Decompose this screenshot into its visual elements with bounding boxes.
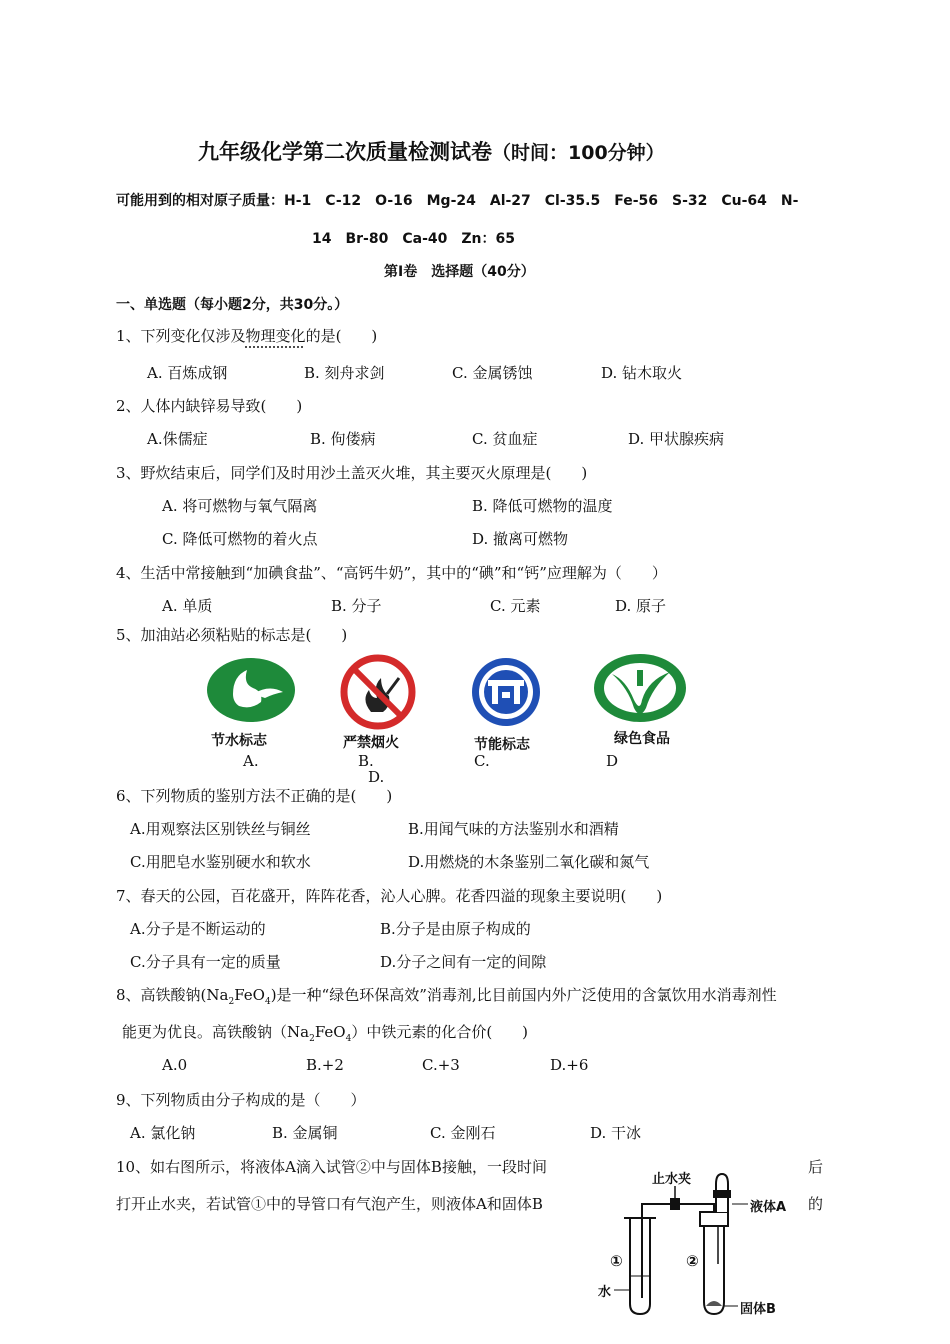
question-5-stem: 5、加油站必须粘贴的标志是( ): [116, 626, 348, 644]
q8-l1-sub2: 2: [228, 997, 235, 1007]
q5-label-d-stray: D.: [368, 768, 385, 786]
question-2-stem: 2、人体内缺锌易导致( ): [116, 397, 303, 415]
q2-option-a: A.侏儒症: [147, 430, 208, 448]
tube-1-label: ①: [610, 1252, 623, 1270]
q8-l2-post: ）中铁元素的化合价( ): [351, 1023, 529, 1041]
q8-l2-pre: 能更为优良。高铁酸钠（Na: [122, 1023, 310, 1041]
q9-option-d: D. 干冰: [590, 1124, 642, 1142]
q7-option-b: B.分子是由原子构成的: [380, 920, 531, 938]
section-heading: 一、单选题（每小题2分，共30分。）: [116, 297, 349, 313]
water-saving-sign: [203, 654, 299, 749]
experiment-apparatus: [594, 1168, 804, 1318]
energy-saving-icon: [458, 654, 554, 732]
question-4-stem: 4、生活中常接触到“加碘食盐”、“高钙牛奶”，其中的“碘”和“钙”应理解为（ ）: [116, 564, 667, 582]
q8-l2-sub2: 2: [309, 1034, 315, 1044]
test-tube-diagram: [594, 1168, 804, 1318]
q5-label-a: A.: [243, 752, 259, 770]
q8-option-d: D.+6: [550, 1056, 589, 1074]
question-8-line-1: [116, 984, 777, 1007]
liquid-a-label: 液体A: [750, 1200, 787, 1215]
q9-option-a: A. 氯化钠: [130, 1124, 196, 1142]
question-7-stem: 7、春天的公园，百花盛开，阵阵花香，沁人心脾。花香四溢的现象主要说明( ): [116, 887, 663, 905]
question-10-line-2: 打开止水夹，若试管①中的导管口有气泡产生，则液体A和固体B: [116, 1195, 543, 1213]
q8-l2-sub4: 4: [345, 1034, 352, 1044]
q4-option-b: B. 分子: [331, 597, 382, 615]
question-6-stem: 6、下列物质的鉴别方法不正确的是( ): [116, 787, 393, 805]
question-9-stem: 9、下列物质由分子构成的是（ ）: [116, 1091, 366, 1109]
q8-option-a: A.0: [162, 1056, 188, 1074]
q3-option-c: C. 降低可燃物的着火点: [162, 530, 318, 548]
q9-option-b: B. 金属铜: [272, 1124, 338, 1142]
q9-option-c: C. 金刚石: [430, 1124, 496, 1142]
q4-option-d: D. 原子: [615, 597, 667, 615]
volume-heading: 第Ⅰ卷 选择题（40分）: [384, 264, 535, 280]
q3-option-a: A. 将可燃物与氧气隔离: [162, 497, 318, 515]
question-10-line-2-tail: 的: [808, 1195, 824, 1213]
q7-option-d: D.分子之间有一定的间隙: [380, 953, 547, 971]
q8-l1-pre: 8、高铁酸钠(Na: [116, 986, 229, 1004]
q1-option-d: D. 钻木取火: [601, 364, 683, 382]
q8-option-b: B.+2: [306, 1056, 344, 1074]
no-fire-icon: [333, 654, 423, 732]
q8-option-c: C.+3: [422, 1056, 460, 1074]
q6-option-c: C.用肥皂水鉴别硬水和软水: [130, 853, 311, 871]
q2-option-d: D. 甲状腺疾病: [628, 430, 725, 448]
question-3-stem: 3、野炊结束后，同学们及时用沙土盖灭火堆，其主要灭火原理是( ): [116, 464, 588, 482]
q1-post: 的是( ): [305, 327, 378, 345]
q5-label-c: C.: [474, 752, 490, 770]
energy-saving-sign: [458, 654, 554, 753]
clamp-label: 止水夹: [652, 1172, 692, 1187]
atomic-mass-line-2: 14 Br-80 Ca-40 Zn：65: [312, 231, 515, 247]
green-food-sign: [590, 650, 690, 747]
question-10-line-1: 10、如右图所示，将液体A滴入试管②中与固体B接触，一段时间: [116, 1158, 547, 1176]
page-title: [198, 136, 665, 166]
q1-option-c: C. 金属锈蚀: [452, 364, 533, 382]
question-8-line-2: [122, 1021, 528, 1044]
exam-title: 九年级化学第二次质量检测试卷: [198, 140, 492, 164]
q6-option-d: D.用燃烧的木条鉴别二氧化碳和氮气: [408, 853, 650, 871]
solid-b-label: 固体B: [740, 1302, 776, 1317]
q7-option-a: A.分子是不断运动的: [130, 920, 266, 938]
water-drop-icon: [203, 654, 299, 726]
q6-option-a: A.用观察法区别铁丝与铜丝: [130, 820, 311, 838]
sign-a-caption: 节水标志: [211, 733, 267, 749]
q7-option-c: C.分子具有一定的质量: [130, 953, 281, 971]
sign-b-caption: 严禁烟火: [343, 735, 399, 751]
question-10-line-1-tail: 后: [808, 1158, 824, 1176]
tube-2-label: ②: [686, 1252, 699, 1270]
green-food-icon: [590, 650, 690, 728]
q2-option-c: C. 贫血症: [472, 430, 538, 448]
q6-option-b: B.用闻气味的方法鉴别水和酒精: [408, 820, 619, 838]
q5-label-b: B.: [358, 752, 374, 770]
q1-option-a: A. 百炼成钢: [147, 364, 228, 382]
q8-l1-sub4: 4: [264, 997, 271, 1007]
no-fire-sign: [333, 654, 423, 751]
q4-option-c: C. 元素: [490, 597, 541, 615]
q8-l1-mid: FeO: [234, 986, 265, 1004]
q8-l1-post: )是一种“绿色环保高效”消毒剂,比目前国内外广泛使用的含氯饮用水消毒剂性: [270, 986, 777, 1004]
atomic-mass-line-1: 可能用到的相对原子质量：H-1 C-12 O-16 Mg-24 Al-27 Cl-35.5 Fe-56 S-32 Cu-64 N-: [116, 193, 799, 209]
sign-c-caption: 节能标志: [474, 737, 530, 753]
water-label: 水: [598, 1285, 612, 1300]
q1-emphasis: 物理变化: [245, 327, 306, 345]
q8-l2-mid: FeO: [314, 1023, 346, 1041]
q1-option-b: B. 刻舟求剑: [304, 364, 385, 382]
time-note: （时间：100分钟）: [492, 142, 665, 164]
q3-option-b: B. 降低可燃物的温度: [472, 497, 613, 515]
q4-option-a: A. 单质: [162, 597, 213, 615]
sign-d-caption: 绿色食品: [614, 731, 670, 747]
q2-option-b: B. 佝偻病: [310, 430, 376, 448]
question-1-stem: [116, 325, 377, 346]
q3-option-d: D. 撤离可燃物: [472, 530, 569, 548]
q1-pre: 1、下列变化仅涉及: [116, 327, 246, 345]
q5-label-d: D: [606, 752, 619, 770]
